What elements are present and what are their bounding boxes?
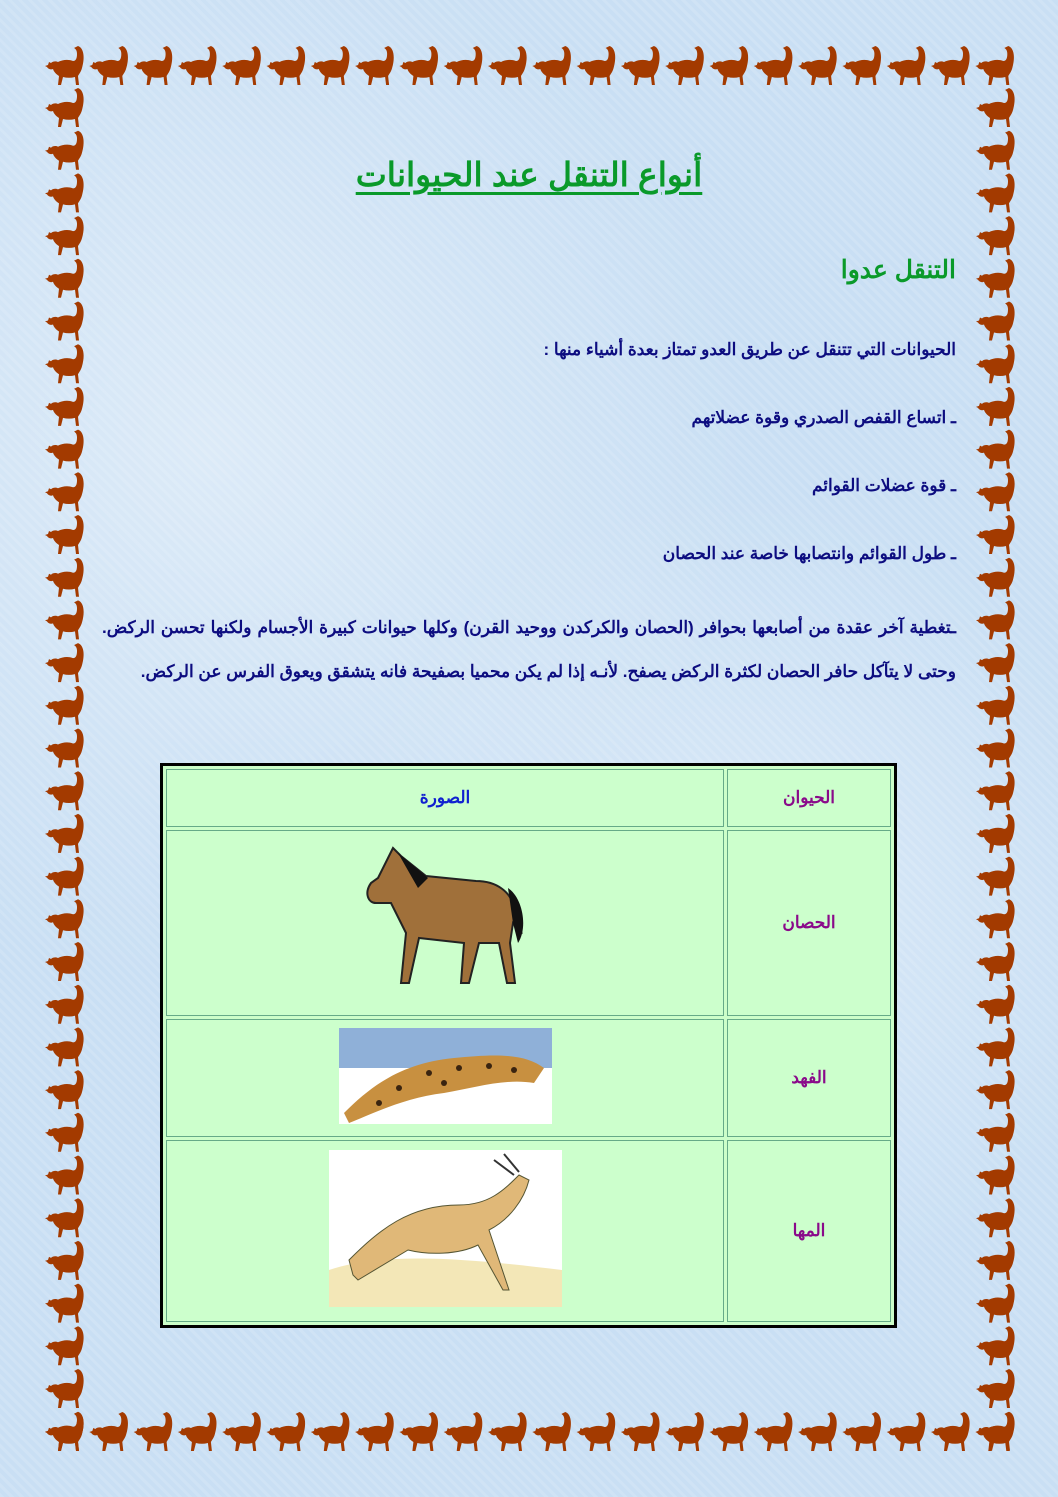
cat-icon [710,1412,749,1451]
bullet-1: ـ اتساع القفص الصدري وقوة عضلاتهم [691,408,956,427]
image-cell [166,1019,724,1137]
animal-name: الفهد [727,1019,891,1137]
intro-text: الحيوانات التي تتنقل عن طريق العدو تمتاز بعدة أشياء منها : [543,340,956,359]
cat-icon [931,1412,970,1451]
cat-icon [222,1412,261,1451]
cat-icon [222,46,261,85]
cat-icon [178,1412,217,1451]
cat-icon [45,1113,84,1152]
cat-icon [45,729,84,768]
cat-icon [45,771,84,810]
cat-icon [798,1412,837,1451]
cat-icon [89,1412,128,1451]
paragraph: ـتغطية آخر عقدة من أصابعها بحوافر (الحصان والكركدن ووحيد القرن) وكلها حيوانات كبيرة الأجسام ولكنها تحسن الركض. وحتى لا يتآكل حافر الحصان لكثرة الركض يصفح. لأنـه إذا لم يكن محميا بصفيحة فانه يتشقق ويعوق الفرس عن الركض. [102,618,956,681]
cat-icon [267,1412,306,1451]
cat-icon [976,686,1015,725]
cat-icon [488,46,527,85]
cat-icon [532,1412,571,1451]
cat-icon [134,1412,173,1451]
cat-icon [45,515,84,554]
cat-icon [399,46,438,85]
cat-icon [710,46,749,85]
cat-icon [976,899,1015,938]
cat-icon [976,558,1015,597]
cat-icon [45,985,84,1024]
cat-icon [976,1284,1015,1323]
cat-icon [45,259,84,298]
cat-icon [976,1113,1015,1152]
cat-icon [665,46,704,85]
cat-icon [45,899,84,938]
cat-icon [45,46,84,85]
cat-icon [45,857,84,896]
cat-icon [577,46,616,85]
cat-icon [444,46,483,85]
cat-icon [976,344,1015,383]
cat-icon [976,302,1015,341]
cat-icon [45,1156,84,1195]
cat-icon [45,558,84,597]
cat-icon [754,46,793,85]
cat-icon [976,1369,1015,1408]
cat-icon [134,46,173,85]
bullet-2: ـ قوة عضلات القوائم [811,476,956,495]
animals-table [160,763,897,1328]
cat-icon [45,472,84,511]
cat-icon [45,1284,84,1323]
cat-icon [45,942,84,981]
cat-icon [45,1027,84,1066]
section-heading: التنقل عدوا [840,256,956,284]
cat-icon [355,46,394,85]
cat-icon [311,46,350,85]
bullet-3: ـ طول القوائم وانتصابها خاصة عند الحصان [662,544,956,563]
cat-icon [45,1326,84,1365]
cat-icon [754,1412,793,1451]
cat-icon [976,643,1015,682]
cat-icon [798,46,837,85]
cat-icon [976,472,1015,511]
cat-icon [45,88,84,127]
cat-icon [399,1412,438,1451]
cat-icon [976,1241,1015,1280]
cat-icon [267,46,306,85]
cat-icon [355,1412,394,1451]
cat-icon [842,1412,881,1451]
page-title: أنواع التنقل عند الحيوانات [355,156,703,193]
image-cell [166,1140,724,1322]
cat-icon [887,46,926,85]
leopard-image [339,1028,552,1124]
cat-icon [976,1070,1015,1109]
oryx-image [329,1150,562,1307]
cat-icon [178,46,217,85]
cat-icon [975,46,1014,85]
horse-image [358,838,533,1003]
cat-icon [444,1412,483,1451]
cat-icon [577,1412,616,1451]
cat-icon [976,216,1015,255]
cat-icon [45,216,84,255]
cat-icon [887,1412,926,1451]
image-cell [166,830,724,1016]
cat-icon [931,46,970,85]
cat-icon [976,515,1015,554]
cat-icon [45,302,84,341]
cat-icon [976,1198,1015,1237]
cat-icon [45,387,84,426]
cat-icon [621,46,660,85]
cat-icon [976,814,1015,853]
header-animal: الحيوان [727,769,891,827]
cat-icon [976,259,1015,298]
cat-icon [45,430,84,469]
cat-icon [45,814,84,853]
cat-icon [976,88,1015,127]
cat-icon [45,643,84,682]
cat-icon [665,1412,704,1451]
cat-icon [45,686,84,725]
cat-icon [89,46,128,85]
cat-icon [976,771,1015,810]
cat-icon [488,1412,527,1451]
cat-icon [45,1198,84,1237]
cat-icon [45,600,84,639]
cat-icon [976,1412,1015,1451]
cat-icon [976,430,1015,469]
cat-icon [976,857,1015,896]
cat-icon [45,1070,84,1109]
cat-icon [45,344,84,383]
cat-icon [976,1027,1015,1066]
animal-name: المها [727,1140,891,1322]
cat-icon [45,1369,84,1408]
cat-icon [311,1412,350,1451]
cat-icon [976,942,1015,981]
cat-icon [45,1412,84,1451]
cat-icon [976,729,1015,768]
cat-icon [976,600,1015,639]
cat-icon [842,46,881,85]
cat-icon [532,46,571,85]
cat-icon [976,1326,1015,1365]
cat-icon [976,985,1015,1024]
header-image: الصورة [166,769,724,827]
animal-name: الحصان [727,830,891,1016]
cat-icon [621,1412,660,1451]
cat-icon [976,1156,1015,1195]
cat-icon [45,1241,84,1280]
cat-icon [976,387,1015,426]
